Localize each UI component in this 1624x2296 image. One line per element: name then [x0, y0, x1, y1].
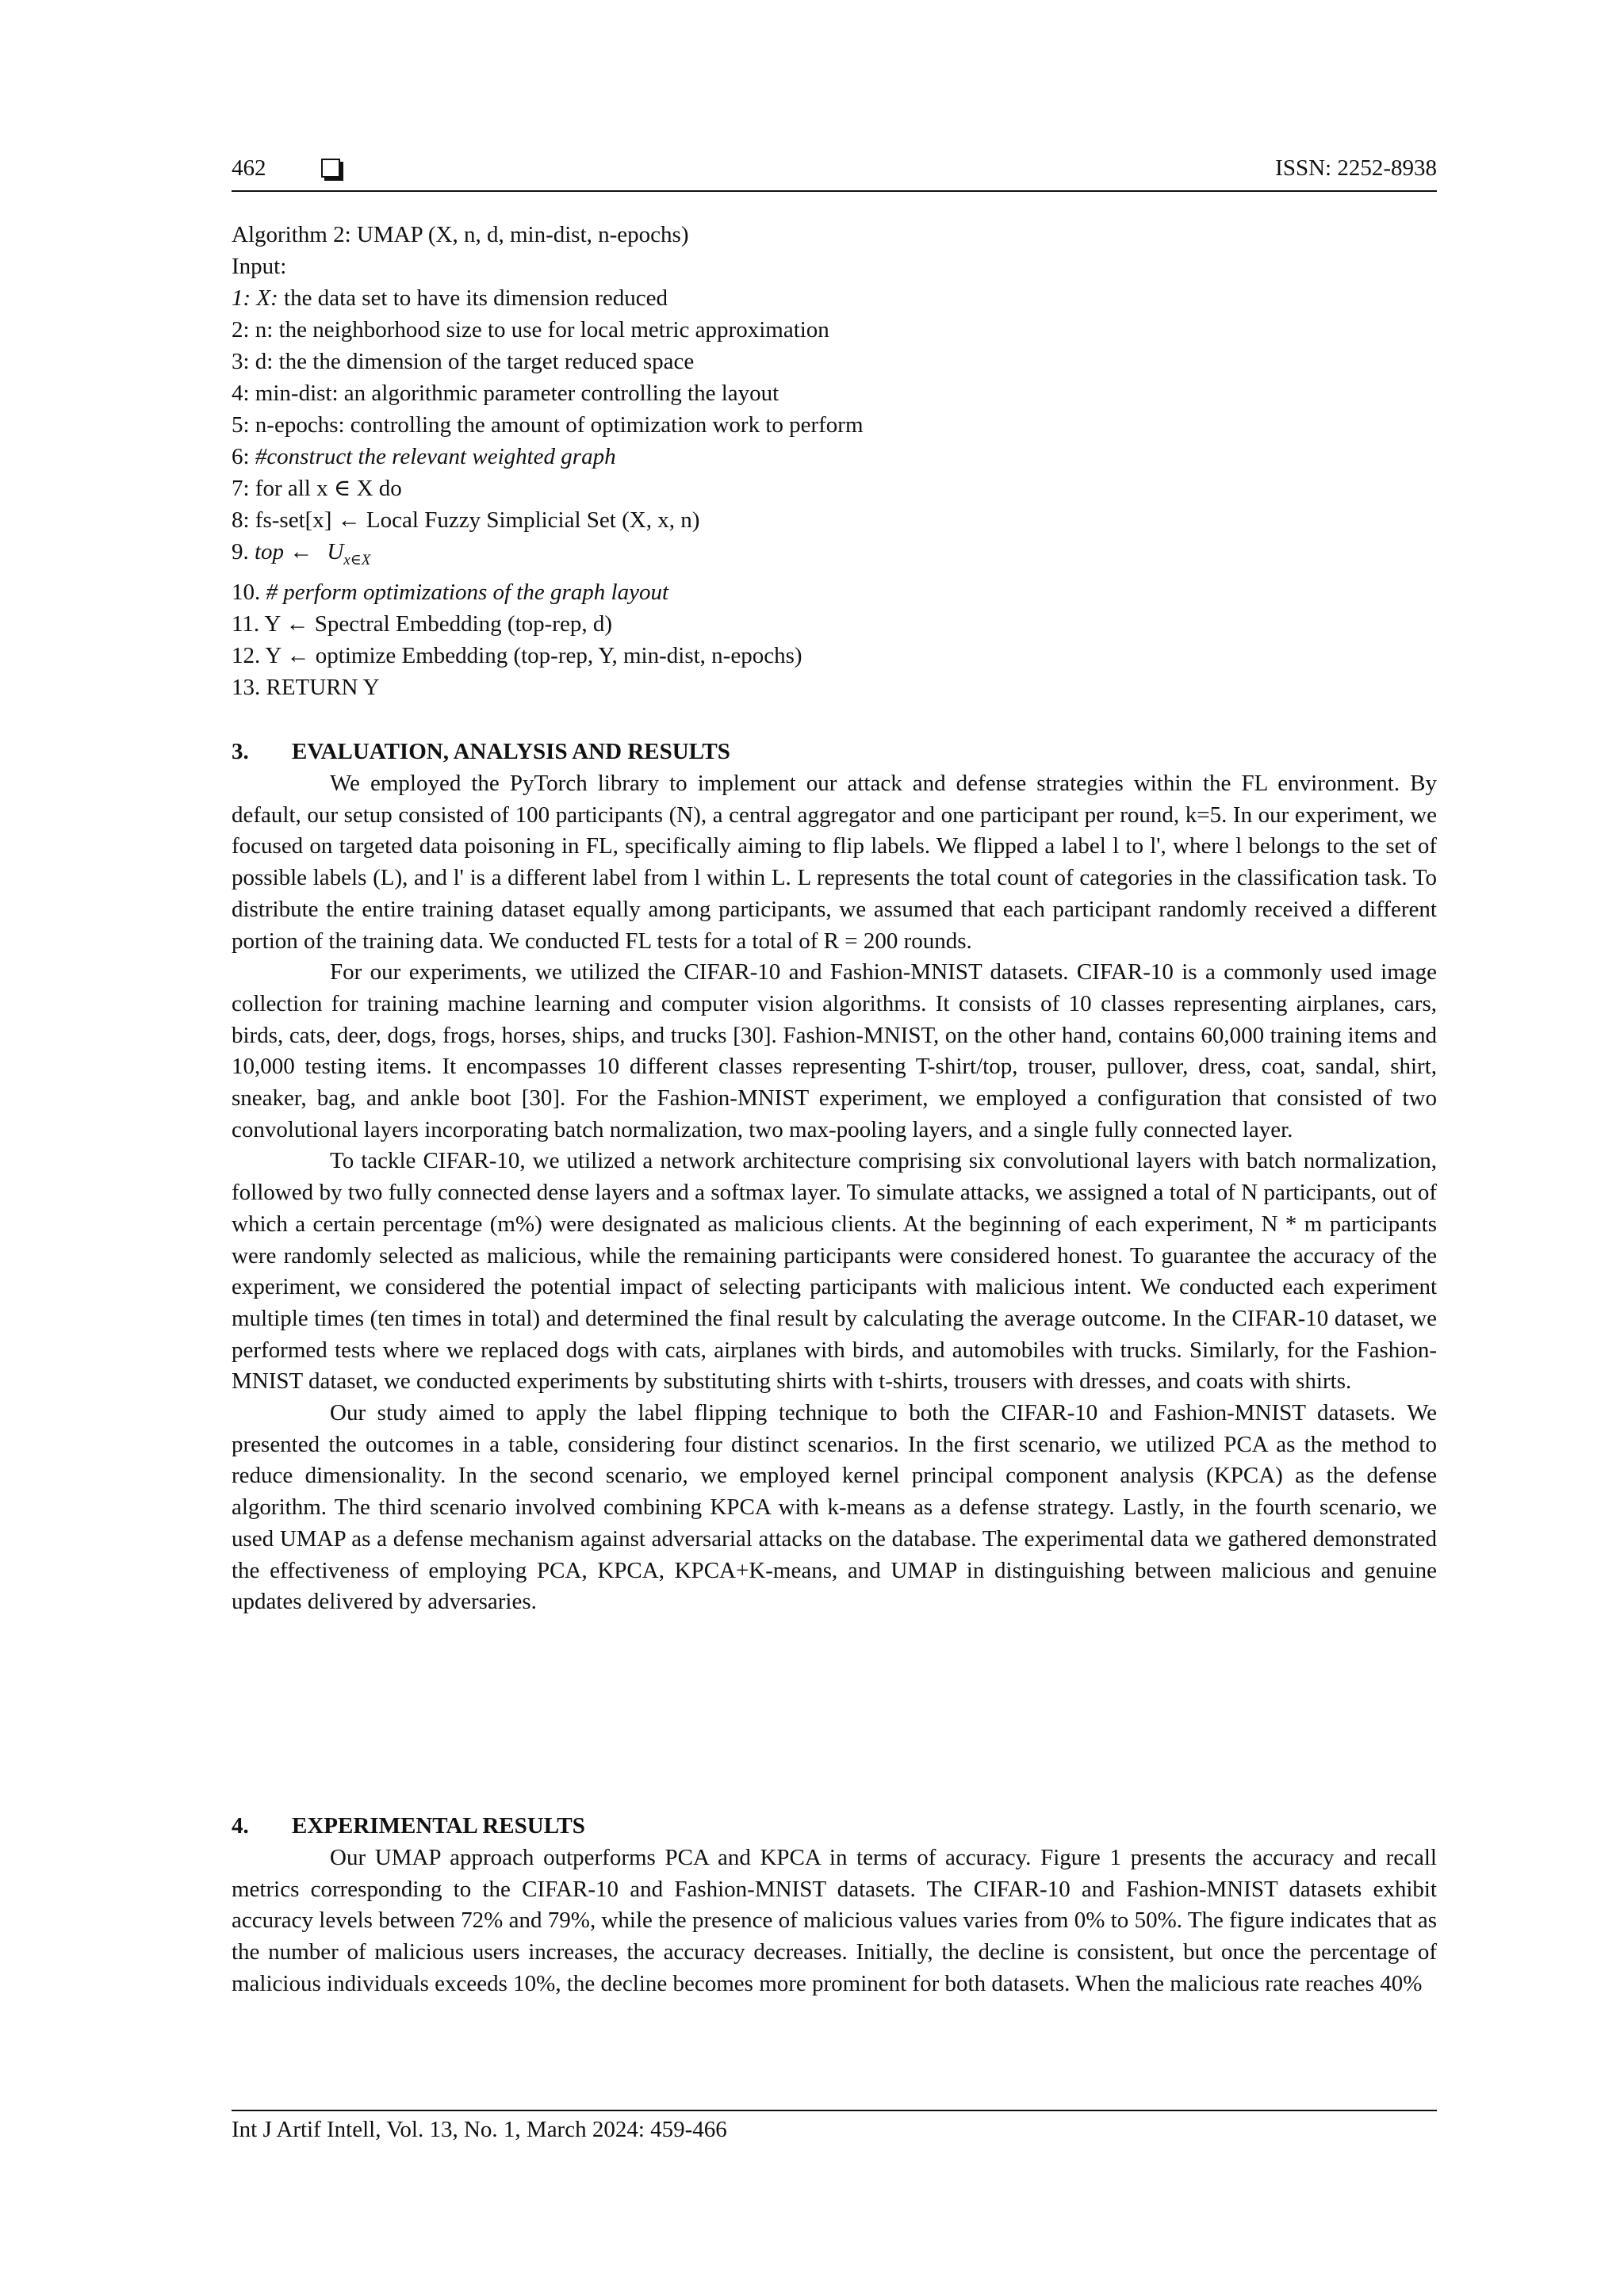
section-3-paragraph-3: To tackle CIFAR-10, we utilized a network architecture comprising six convolutional layers with batch normalization, followed by two fully connected dense layers and a softmax layer. To simulate attacks, we assigned a total of N participants, out of which a certain percentage (m%) were designated as malicious clients. At the beginning of each experiment, N * m participants were randomly selected as malicious, while the remaining participants were considered honest. To guarantee the accuracy of the experiment, we considered the potential impact of selecting participants with malicious intent. We conducted each experiment multiple times (ten times in total) and determined the final result by calculating the average outcome. In the CIFAR-10 dataset, we performed tests where we replaced dogs with cats, airplanes with birds, and automobiles with trucks. Similarly, for the Fashion-MNIST dataset, we conducted experiments by substituting shirts with t-shirts, trousers with dresses, and coats with shirts.	[232, 1148, 1437, 1395]
algorithm-line-2: 2: n: the neighborhood size to use for local metric approximation	[232, 317, 829, 342]
union-math: $U_{x\in X}$	[327, 539, 371, 568]
algorithm-line-4: 4: min-dist: an algorithmic parameter controlling the layout	[232, 381, 779, 406]
section-3-paragraph-4: Our study aimed to apply the label flipping technique to both the CIFAR-10 and Fashion-MNIST datasets. We presented the outcomes in a table, considering four distinct scenarios. In the first scenario, we utilized PCA as the method to reduce dimensionality. In the second scenario, we employed kernel principal component analysis (KPCA) as the defense algorithm. The third scenario involved combining KPCA with k-means as a defense strategy. Lastly, in the fourth scenario, we used UMAP as a defense mechanism against adversarial attacks on the database. The experimental data we gathered demonstrated the effectiveness of employing PCA, KPCA, KPCA+K-means, and UMAP in distinguishing between malicious and genuine updates delivered by adversaries.	[232, 1400, 1437, 1615]
page-header	[232, 155, 1437, 192]
algorithm-line-9: 9. top ← $U_{x\in X}$	[232, 539, 371, 568]
footer-rule	[232, 2110, 1437, 2111]
page-number: 462	[232, 155, 266, 181]
algorithm-line-6: 6: #construct the relevant weighted graph	[232, 444, 616, 469]
algorithm-block	[232, 219, 1437, 703]
algorithm-line-11: 11. Y ← Spectral Embedding (top-rep, d)	[232, 610, 612, 637]
section-4-heading: 4. EXPERIMENTAL RESULTS	[232, 1813, 585, 1839]
header-rule	[232, 190, 1437, 192]
square-bullet-icon	[321, 159, 340, 178]
algorithm-line-1: 1: X: the data set to have its dimension reduced	[232, 285, 668, 311]
section-3-heading: 3. EVALUATION, ANALYSIS AND RESULTS	[232, 739, 730, 764]
algorithm-title: Algorithm 2: UMAP (X, n, d, min-dist, n-epochs)	[232, 222, 689, 247]
algorithm-line-13: 13. RETURN Y	[232, 674, 380, 700]
section-3-body	[232, 768, 1437, 1618]
section-4-body	[232, 1843, 1437, 2000]
algorithm-line-3: 3: d: the the dimension of the target reduced space	[232, 349, 695, 374]
section-4-paragraph-1: Our UMAP approach outperforms PCA and KPCA in terms of accuracy. Figure 1 presents the accuracy and recall metrics corresponding to the CIFAR-10 and Fashion-MNIST datasets. The CIFAR-10 and Fashion-MNIST datasets exhibit accuracy levels between 72% and 79%, while the presence of malicious values varies from 0% to 50%. The figure indicates that as the number of malicious users increases, the accuracy decreases. Initially, the decline is consistent, but once the percentage of malicious individuals exceeds 10%, the decline becomes more prominent for both datasets. When the malicious rate reaches 40%	[232, 1845, 1437, 1996]
algorithm-line-10: 10. # perform optimizations of the graph layout	[232, 579, 668, 605]
issn-label: ISSN: 2252-8938	[1275, 155, 1437, 181]
algorithm-line-8: 8: fs-set[x] ← Local Fuzzy Simplicial Set (X, x, n)	[232, 507, 700, 533]
section-3-paragraph-1: We employed the PyTorch library to implement our attack and defense strategies within the FL environment. By default, our setup consisted of 100 participants (N), a central aggregator and one participant per round, k=5. In our experiment, we focused on targeted data poisoning in FL, specifically aiming to flip labels. We flipped a label l to l', where l belongs to the set of possible labels (L), and l' is a different label from l within L. L represents the total count of categories in the classification task. To distribute the entire training dataset equally among participants, we assumed that each participant randomly received a different portion of the training data. We conducted FL tests for a total of R = 200 rounds.	[232, 771, 1437, 954]
algorithm-input-label: Input:	[232, 254, 287, 279]
section-3-paragraph-2: For our experiments, we utilized the CIFAR-10 and Fashion-MNIST datasets. CIFAR-10 is a commonly used image collection for training machine learning and computer vision algorithms. It consists of 10 classes representing airplanes, cars, birds, cats, deer, dogs, frogs, horses, ships, and trucks [30]. Fashion-MNIST, on the other hand, contains 60,000 training items and 10,000 testing items. It encompasses 10 different classes representing T-shirt/top, trouser, pullover, dress, coat, sandal, shirt, sneaker, bag, and ankle boot [30]. For the Fashion-MNIST experiment, we employed a configuration that consisted of two convolutional layers incorporating batch normalization, two max-pooling layers, and a single fully connected layer.	[232, 959, 1437, 1142]
algorithm-line-7: 7: for all x ∈ X do	[232, 476, 402, 501]
algorithm-line-5: 5: n-epochs: controlling the amount of optimization work to perform	[232, 412, 864, 438]
algorithm-line-12: 12. Y ← optimize Embedding (top-rep, Y, min-dist, n-epochs)	[232, 642, 802, 668]
footer-citation: Int J Artif Intell, Vol. 13, No. 1, March 2024: 459-466	[232, 2117, 727, 2142]
